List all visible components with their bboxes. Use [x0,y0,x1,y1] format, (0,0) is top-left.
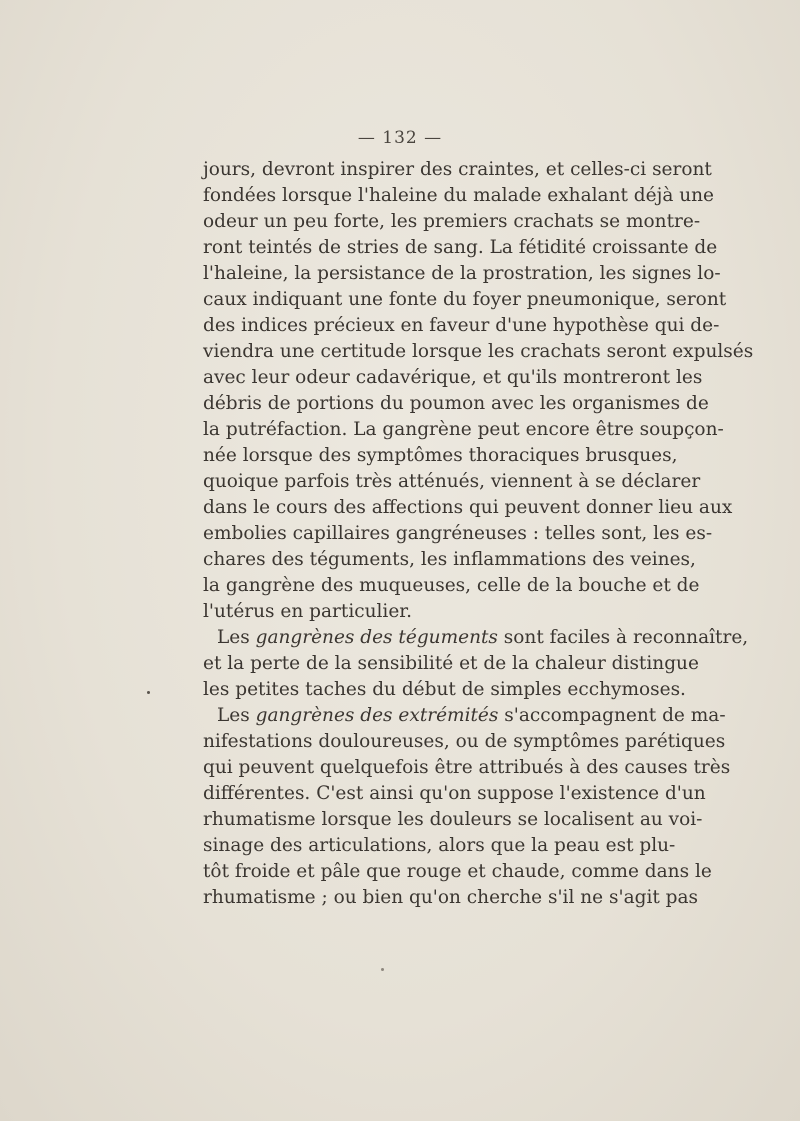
text-line: dans le cours des affections qui peuvent donner lieu aux [203,497,733,518]
text-line: caux indiquant une fonte du foyer pneumonique, seront [203,289,727,310]
text-line: et la perte de la sensibilité et de la chaleur distingue [203,653,699,674]
text-line: jours, devront inspirer des craintes, et celles-ci seront [203,159,712,180]
text-line: fondées lorsque l'haleine du malade exhalant déjà une [203,185,715,206]
page-number: — 132 — [357,128,443,148]
text-run: sont faciles à reconnaître, [497,627,749,648]
text-line: viendra une certitude lorsque les crachats seront expulsés [203,341,754,362]
text-line: rhumatisme ; ou bien qu'on cherche s'il ne s'agit pas [203,887,699,908]
ink-speck [147,691,150,694]
text-line: quoique parfois très atténués, viennent à se déclarer [203,471,701,492]
text-line: sinage des articulations, alors que la peau est plu- [203,835,676,856]
text-line: qui peuvent quelquefois être attribués à des causes très [203,757,731,778]
text-line: les petites taches du début de simples ecchymoses. [203,679,686,700]
text-line: embolies capillaires gangréneuses : telles sont, les es- [203,523,713,544]
text-line: odeur un peu forte, les premiers crachats se montre- [203,211,701,232]
ink-speck [381,968,384,971]
text-line: ront teintés de stries de sang. La fétidité croissante de [203,237,718,258]
text-run: Les [217,627,256,648]
italic-term: gangrènes des extrémités [255,705,499,726]
text-line: différentes. C'est ainsi qu'on suppose l'existence d'un [203,783,706,804]
text-line: tôt froide et pâle que rouge et chaude, comme dans le [203,861,712,882]
text-line: avec leur odeur cadavérique, et qu'ils montreront les [203,367,703,388]
body-text [203,157,754,911]
text-run: s'accompagnent de ma- [498,705,726,726]
text-line: débris de portions du poumon avec les organismes de [203,393,709,414]
text-line: la gangrène des muqueuses, celle de la bouche et de [203,575,700,596]
text-line: née lorsque des symptômes thoraciques brusques, [203,445,678,466]
paragraph-first-line [203,625,749,651]
text-line: l'utérus en particulier. [203,601,412,622]
text-line: des indices précieux en faveur d'une hypothèse qui de- [203,315,720,336]
italic-term: gangrènes des téguments [255,627,498,648]
text-run: Les [217,705,256,726]
paragraph-first-line [203,703,726,729]
text-line: nifestations douloureuses, ou de symptômes parétiques [203,731,726,752]
text-line: chares des téguments, les inflammations des veines, [203,549,696,570]
text-line: la putréfaction. La gangrène peut encore être soupçon- [203,419,724,440]
text-line: l'haleine, la persistance de la prostration, les signes lo- [203,263,721,284]
text-line: rhumatisme lorsque les douleurs se localisent au voi- [203,809,703,830]
